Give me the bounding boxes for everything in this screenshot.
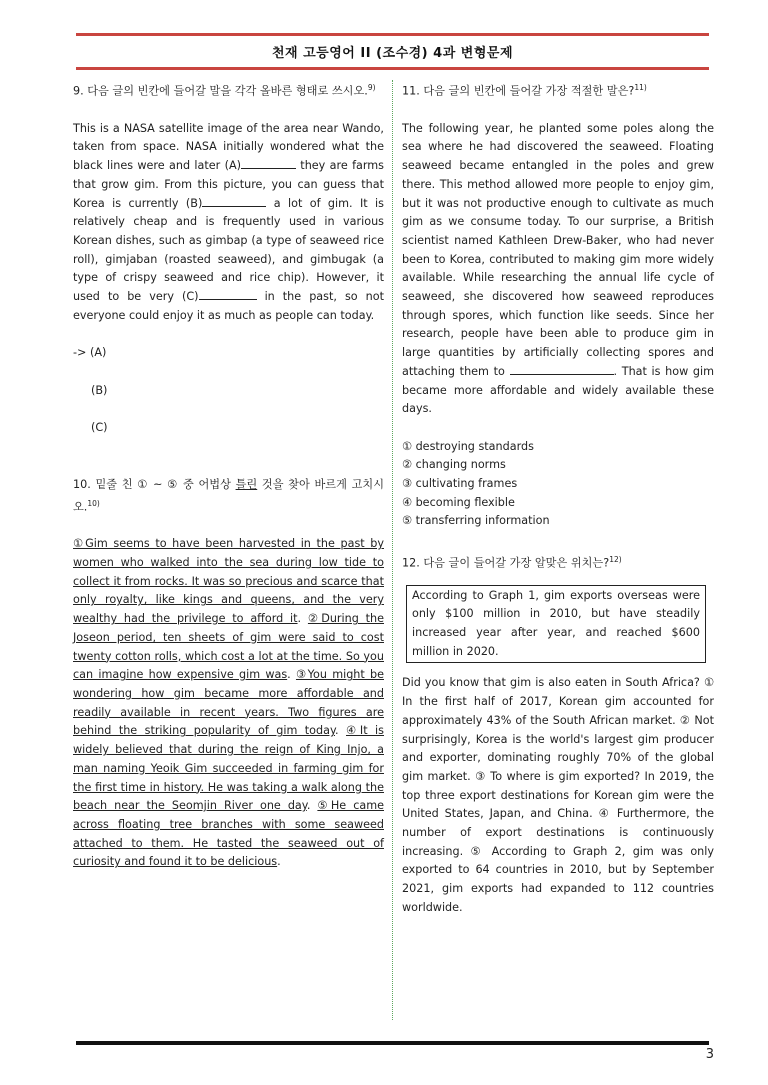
blank-b	[202, 195, 266, 207]
passage-text: The following year, he planted some poles along the sea where he had discovered the seaweed. Floating seaweed became entangled in the poles and grew there. This method allowed more people to enjoy gim, but it was not productive enough to cultivate as much gim as we consume today. To our surprise, a British scientist named Kathleen Drew-Baker, who had never been to Korea, contributed to making gim more widely available. While researching the annual life cycle of seaweed, she discovered how seaweed reproduces through spores, which function like seeds. Since her research, people have been able to produce gim in large quantities by artificially collecting spores and attaching them to	[402, 121, 714, 378]
underlined-sentence-3: ③You might be wondering how gim became more affordable and readily available in recent years. Two figures are behind the striking popularity of gim today	[73, 668, 384, 738]
footer-rule	[76, 1041, 709, 1045]
punctuation: .	[297, 612, 308, 626]
emphasis-wrong: 틀린	[235, 477, 258, 491]
passage-text: . That is how gim became more affordable and widely available these days.	[402, 364, 715, 416]
question-9-prompt: 9. 다음 글의 빈칸에 들어갈 말을 각각 올바른 형태로 쓰시오.	[73, 84, 368, 98]
question-9-passage	[73, 120, 384, 326]
question-10-passage	[73, 535, 384, 872]
choice-2: ② changing norms	[402, 458, 506, 472]
header-bottom-rule	[76, 67, 709, 70]
passage-text: a lot of gim. It is relatively cheap and is frequently used in various Korean dishes, such as gimbap (a type of seaweed rice roll), gimjaban (roasted seaweed), and gimbugak (a type of crispy seaweed and rice chip). However, it used to be very (C)	[73, 196, 384, 304]
footnote-ref: 11)	[634, 83, 647, 92]
question-12-heading	[402, 550, 714, 573]
passage-text: they are farms that grow gim. From this picture, you can guess that Korea is currently (B)	[73, 159, 384, 210]
answer-line-a: -> (A)	[73, 346, 107, 360]
question-10-prompt: 10. 밑줄 친 ① ~ ⑤ 중 어법상	[73, 477, 236, 491]
choice-4: ④ becoming flexible	[402, 495, 515, 509]
answer-line-c: (C)	[91, 420, 108, 434]
passage-text: in the past, so not everyone could enjoy it as much as people can today.	[73, 290, 384, 322]
punctuation: .	[306, 799, 318, 813]
question-10-prompt-end: 것을 찾아 바르게 고치시오.	[73, 477, 384, 514]
blank-c	[199, 288, 257, 300]
left-column	[73, 78, 384, 872]
column-divider	[392, 80, 393, 1020]
footnote-ref: 12)	[609, 554, 622, 564]
footnote-ref: 10)	[87, 498, 100, 508]
question-10-heading	[73, 475, 384, 517]
question-11-heading	[402, 78, 714, 101]
question-12-passage: Did you know that gim is also eaten in South Africa? ① In the first half of 2017, Korean gim accounted for approximately 43% of the South African market. ② Not surprisingly, Korea is the world's largest gim producer and exporter, dominating roughly 70% of the global gim market. ③ To where is gim exported? In 2019, the top three export destinations for Korean gim were the United States, Japan, and China. ④ Furthermore, the number of export destinations is continuously increasing. ⑤ According to Graph 2, gim was only exported to 64 countries in 2010, but by September 2021, gim exports had expanded to 112 countries worldwide.	[402, 676, 714, 914]
insert-sentence-box: According to Graph 1, gim exports overseas were only $100 million in 2010, but have steadily increased year after year, and reached $600 million in 2020.	[406, 585, 706, 664]
header-top-rule	[76, 33, 709, 36]
question-11-prompt: 11. 다음 글의 빈칸에 들어갈 가장 적절한 말은?	[402, 84, 635, 98]
punctuation: .	[287, 668, 296, 682]
underlined-sentence-4: ④It is widely believed that during the reign of King Injo, a man naming Yeoik Gim succeeded in farming gim for the first time in history. He was taking a walk along the beach near the Seomjin River one day	[73, 724, 384, 813]
passage-text: This is a NASA satellite image of the area near Wando, taken from space. NASA initially wondered what the black lines were and later (A)	[73, 121, 384, 173]
blank-a	[241, 157, 296, 169]
right-column	[402, 78, 714, 918]
question-12-prompt: 12. 다음 글이 들어갈 가장 알맞은 위치는?	[402, 556, 610, 570]
choice-3: ③ cultivating frames	[402, 477, 518, 491]
page-number: 3	[705, 1047, 714, 1062]
question-9-heading	[73, 78, 384, 101]
choice-1: ① destroying standards	[402, 439, 534, 453]
punctuation: .	[335, 724, 346, 738]
underlined-sentence-1: ①Gim seems to have been harvested in the past by women who walked into the sea during low tide to collect it from rocks. It was so precious and scarce that only royalty, like kings and queens, and the very wealthy had the privilege to afford it	[73, 537, 384, 626]
underlined-sentence-2: ②During the Joseon period, ten sheets of gim were said to cost twenty cotton rolls, which cost a lot at the time. So you can imagine how expensive gim was	[73, 612, 384, 682]
underlined-sentence-5: ⑤He came across floating tree branches with some seaweed attached to them. He tasted the seaweed out of curiosity and found it to be delicious	[73, 799, 384, 869]
footnote-ref: 9)	[367, 83, 376, 92]
question-11-passage	[402, 120, 714, 419]
page-title: 천재 고등영어 II (조수경) 4과 변형문제	[271, 46, 514, 61]
answer-line-b: (B)	[91, 383, 108, 397]
punctuation: .	[277, 855, 281, 869]
blank	[510, 363, 614, 375]
choice-5: ⑤ transferring information	[402, 514, 550, 528]
